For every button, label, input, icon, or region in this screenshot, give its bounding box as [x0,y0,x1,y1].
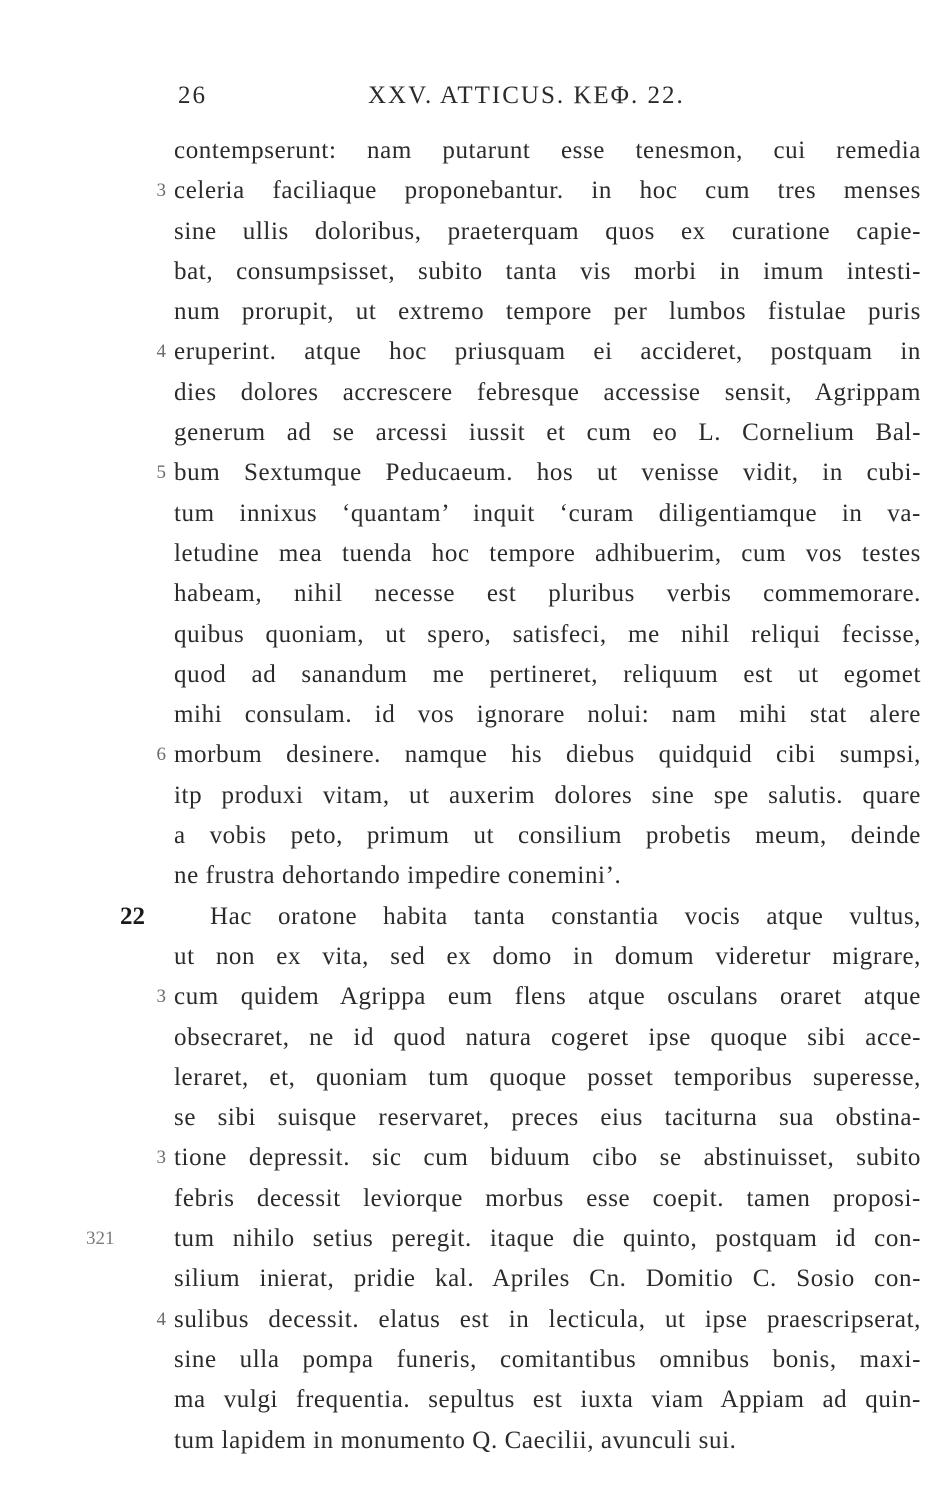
text-line [0,413,949,453]
page-number: 26 [178,82,207,109]
line-text: febris decessit leviorque morbus esse coepit. tamen proposi- [174,1184,921,1212]
line-text: quibus quoniam, ut spero, satisfeci, me nihil reliqui fecisse, [174,620,921,648]
body-text [0,131,949,1461]
text-line [0,1380,949,1420]
line-text: eruperint. atque hoc priusquam ei accideret, postquam in [174,338,921,366]
text-line [0,292,949,332]
line-number: 4 [156,341,166,363]
line-text: ne frustra dehortando impedire conemini’. [174,862,622,890]
line-text: letudine mea tuenda hoc tempore adhibuerim, cum vos testes [174,539,921,567]
text-line [0,171,949,211]
line-text: silium inierat, pridie kal. Apriles Cn. Domitio C. Sosio con- [174,1265,921,1293]
line-number: 5 [156,462,166,484]
line-number: 6 [156,744,166,766]
line-text: Hac oratone habita tanta constantia vocis atque vultus, [210,902,921,930]
line-number: 3 [156,180,166,202]
line-text: dies dolores accrescere febresque accessise sensit, Agrippam [174,378,921,406]
text-line [0,776,949,816]
line-text: itp produxi vitam, ut auxerim dolores sine spe salutis. quare [174,781,921,809]
line-text: bum Sextumque Peducaeum. hos ut venisse vidit, in cubi- [174,459,921,487]
text-line [0,131,949,171]
line-text: tum innixus ‘quantam’ inquit ‘curam diligentiamque in va- [174,499,921,527]
line-text: celeria faciliaque proponebantur. in hoc cum tres menses [174,177,921,205]
line-text: se sibi suisque reservaret, preces eius taciturna sua obstina- [174,1104,921,1132]
line-text: mihi consulam. id vos ignorare nolui: nam mihi stat alere [174,701,921,729]
text-line [0,695,949,735]
text-line [0,615,949,655]
line-text: habeam, nihil necesse est pluribus verbis commemorare. [174,580,921,608]
text-line [0,1179,949,1219]
line-text: ut non ex vita, sed ex domo in domum videretur migrare, [174,942,921,970]
text-line [0,655,949,695]
text-line [0,977,949,1017]
text-line [0,373,949,413]
line-text: ma vulgi frequentia. sepultus est iuxta viam Appiam ad quin- [174,1386,921,1414]
text-line [0,574,949,614]
text-line [0,1018,949,1058]
line-text: obsecraret, ne id quod natura cogeret ipse quoque sibi acce- [174,1023,921,1051]
text-line [0,897,949,937]
line-text: cum quidem Agrippa eum flens atque osculans oraret atque [174,983,921,1011]
text-line [0,816,949,856]
text-line [0,212,949,252]
line-number: 3 [156,1147,166,1169]
text-line [0,1219,949,1259]
line-number: 4 [156,1308,166,1330]
chapter-number: 22 [120,902,145,930]
line-text: tione depressit. sic cum biduum cibo se abstinuisset, subito [174,1144,921,1172]
line-text: tum nihilo setius peregit. itaque die quinto, postquam id con- [174,1225,921,1253]
text-line [0,332,949,372]
text-line [0,1138,949,1178]
text-line [0,856,949,896]
line-text: leraret, et, quoniam tum quoque posset temporibus superesse, [174,1063,921,1091]
text-line [0,453,949,493]
line-text: num prorupit, ut extremo tempore per lumbos fistulae puris [174,298,921,326]
text-line [0,735,949,775]
line-text: generum ad se arcessi iussit et cum eo L. Cornelium Bal- [174,419,921,447]
header-title: XXV. ATTICUS. ΚΕΦ. 22. [368,82,685,109]
text-line [0,1098,949,1138]
line-text: morbum desinere. namque his diebus quidquid cibi sumpsi, [174,741,921,769]
line-text: sine ullis doloribus, praeterquam quos ex curatione capie- [174,217,921,245]
line-text: bat, consumpsisset, subito tanta vis morbi in imum intesti- [174,257,921,285]
text-line [0,1300,949,1340]
line-number: 3 [156,986,166,1008]
text-line [0,494,949,534]
text-line [0,1259,949,1299]
text-line [0,1058,949,1098]
line-text: sine ulla pompa funeris, comitantibus omnibus bonis, maxi- [174,1345,921,1373]
line-text: contempserunt: nam putarunt esse tenesmon, cui remedia [174,137,921,164]
outer-margin-number: 321 [86,1228,115,1250]
line-text: sulibus decessit. elatus est in lecticula, ut ipse praescripserat, [174,1305,921,1333]
line-text: quod ad sanandum me pertineret, reliquum est ut egomet [174,660,921,688]
text-line [0,252,949,292]
text-line [0,534,949,574]
line-text: tum lapidem in monumento Q. Caecilii, avunculi sui. [174,1426,737,1454]
text-line [0,1421,949,1461]
line-text: a vobis peto, primum ut consilium probetis meum, deinde [174,822,921,850]
text-line [0,1340,949,1380]
running-head [0,82,949,118]
text-line [0,937,949,977]
